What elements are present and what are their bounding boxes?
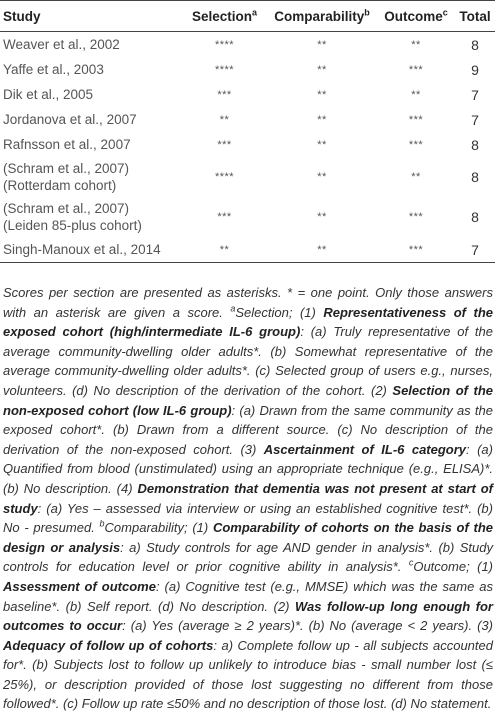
table-row <box>0 237 495 263</box>
study-cohort: (Leiden 85-plus cohort) <box>3 218 142 233</box>
cell-outcome: *** <box>408 113 424 126</box>
table-row <box>0 157 495 197</box>
cell-study: Weaver et al., 2002 <box>3 37 120 52</box>
cell-selection: ** <box>219 243 230 256</box>
cell-total: 7 <box>471 86 479 103</box>
cell-total: 7 <box>471 111 479 128</box>
cell-total: 8 <box>471 136 479 153</box>
study-cohort: (Rotterdam cohort) <box>3 178 117 193</box>
cell-outcome: ** <box>411 38 421 51</box>
cell-comparability: ** <box>317 88 327 101</box>
header-study: Study <box>3 8 41 24</box>
table-row <box>0 107 495 132</box>
cell-outcome: ** <box>411 171 421 183</box>
table-row <box>0 197 495 237</box>
cell-study: Jordanova et al., 2007 <box>3 112 137 127</box>
cell-selection: *** <box>217 211 232 223</box>
cell-outcome: *** <box>408 63 424 76</box>
cell-outcome: ** <box>411 88 421 101</box>
cell-study: Yaffe et al., 2003 <box>3 62 104 77</box>
cell-study <box>0 157 182 197</box>
cell-study: Rafnsson et al., 2007 <box>3 137 131 152</box>
cell-comparability: ** <box>317 243 327 256</box>
cell-comparability: ** <box>317 138 327 151</box>
cell-comparability: ** <box>317 113 327 126</box>
study-name: (Schram et al., 2007) <box>3 161 130 176</box>
table-row <box>0 132 495 157</box>
cell-comparability: ** <box>317 63 327 76</box>
cell-selection: *** <box>217 88 232 101</box>
cell-comparability: ** <box>317 211 327 223</box>
table-footnote: Scores per section are presented as asterisks. * = one point. Only those answers with an asterisk are given a score. $^a$Selection; (1) Representativeness of the exposed cohort (high/intermediate IL-6 group): (a) Truly representative of the average community-dwelling older adults*. (b) Somewhat representative of the average community-dwelling older adults*. (c) Selected group of users e.g., nurses, volunteers. (d) No description of the derivation of the cohort. (2) Selection of the non-exposed cohort (low IL-6 group): (a) Drawn from the same community as the exposed cohort*. (b) Drawn from a different source. (c) No description of the derivation of the non-exposed cohort. (3) Ascertainment of IL-6 category: (a) Quantified from blood (unstimulated) using an appropriate technique (e.g., ELISA)*. (b) No description. (4) Demonstration that dementia was not present at start of study: (a) Yes – assessed via interview or using an established cognitive test*. (b) No - presumed. $^b$Comparability; (1) Comparability of cohorts on the basis of the design or analysis: a) Study controls for age AND gender in analysis*. (b) Study controls for education level or prior cognitive ability in analysis*. $^c$Outcome; (1) Assessment of outcome: (a) Cognitive test (e.g., MMSE) which was the same as baseline*. (b) Self report. (d) No description. (2) Was follow-up long enough for outcomes to occur: (a) Yes (average ≥ 2 years)*. (b) No (average < 2 years). (3) Adequacy of follow up of cohorts: a) Complete follow up - all subjects accounted for*. (b) Subjects lost to follow up unlikely to introduce bias - small number lost (≤ 25%), or description provided of those lost suggesting no different from those followed*. (c) Follow up rate ≤50% and no description of those lost. (d) No statement. <box>3 285 494 712</box>
cell-outcome: *** <box>408 138 424 151</box>
cell-selection: ** <box>219 113 230 126</box>
cell-selection: **** <box>214 38 235 51</box>
cell-study: Singh-Manoux et al., 2014 <box>3 242 161 257</box>
header-outcome: Outcome$^c$ <box>384 7 448 24</box>
cell-total: 8 <box>471 36 479 53</box>
cell-total: 8 <box>471 169 479 185</box>
header-selection: Selection$^a$ <box>191 7 258 24</box>
study-name: (Schram et al., 2007) <box>3 201 130 216</box>
cell-total: 9 <box>471 61 479 78</box>
table-row <box>0 82 495 107</box>
cell-total: 7 <box>471 241 479 258</box>
cell-study <box>0 197 182 237</box>
cell-comparability: ** <box>317 38 327 51</box>
table-row <box>0 57 495 82</box>
header-comparability: Comparability$^b$ <box>274 7 370 24</box>
table-header-row <box>0 1 495 32</box>
cell-selection: **** <box>214 171 235 183</box>
cell-comparability: ** <box>317 171 327 183</box>
cell-selection: **** <box>214 63 235 76</box>
header-total: Total <box>459 8 491 24</box>
cell-outcome: *** <box>408 243 424 256</box>
quality-score-table <box>0 0 495 263</box>
cell-outcome: *** <box>408 211 424 223</box>
cell-total: 8 <box>471 209 479 225</box>
table-row <box>0 32 495 58</box>
cell-study: Dik et al., 2005 <box>3 87 94 102</box>
cell-selection: *** <box>217 138 232 151</box>
